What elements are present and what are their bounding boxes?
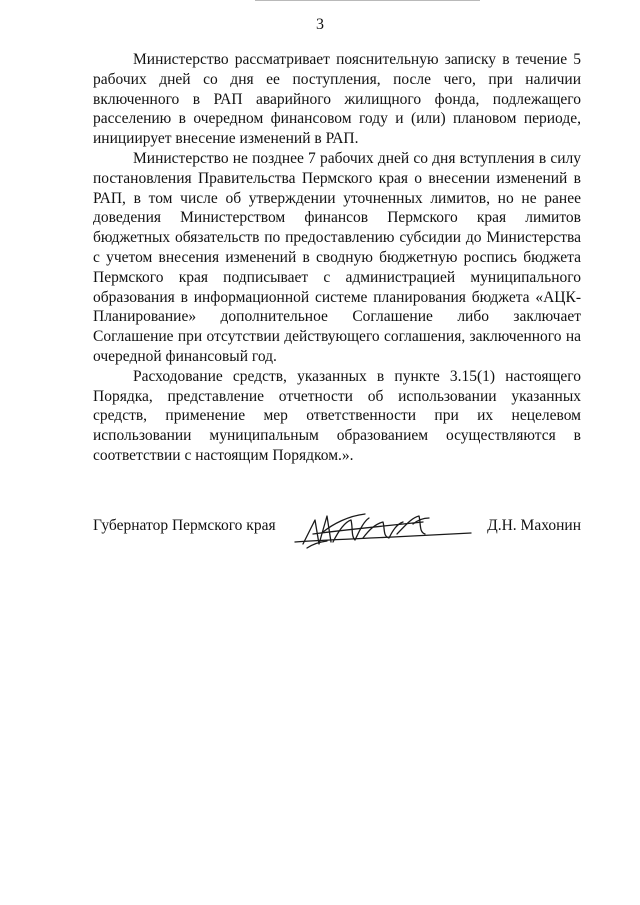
signature-block bbox=[93, 504, 581, 560]
handwritten-signature bbox=[293, 504, 473, 554]
document-body bbox=[93, 50, 581, 466]
signatory-title: Губернатор Пермского края bbox=[93, 517, 276, 534]
paragraph-agreement-signing: Министерство не позднее 7 рабочих дней со дня вступления в силу постановления Правительства Пермского края о внесении изменений в РАП, в том числе об утверждении уточненных лимитов, но не ранее доведения Министерством финансов Пермского края лимитов бюджетных обязательств по предоставлению субсидии до Министерства с учетом внесения изменений в сводную бюджетную роспись бюджета Пермского края подписывает с администрацией муниципального образования в информационной системе планирования бюджета «АЦК-Планирование» дополнительное Соглашение либо заключает Соглашение при отсутствии действующего соглашения, заключенного на очередной финансовый год. bbox=[93, 149, 581, 365]
paragraph-spending-reporting: Расходование средств, указанных в пункте 3.15(1) настоящего Порядка, представление отчетности об использовании указанных средств, применение мер ответственности при их нецелевом использовании муниципальным образованием осуществляются в соответствии с настоящим Порядком.». bbox=[93, 367, 581, 464]
top-edge-line bbox=[255, 0, 480, 1]
paragraph-review-note: Министерство рассматривает пояснительную записку в течение 5 рабочих дней со дня ее поступления, после чего, при наличии включенного в РАП аварийного жилищного фонда, подлежащего расселению в очередном финансовом году и (или) плановом периоде, инициирует внесение изменений в РАП. bbox=[93, 51, 581, 148]
page-number: 3 bbox=[316, 16, 324, 33]
signatory-name: Д.Н. Махонин bbox=[487, 517, 581, 534]
